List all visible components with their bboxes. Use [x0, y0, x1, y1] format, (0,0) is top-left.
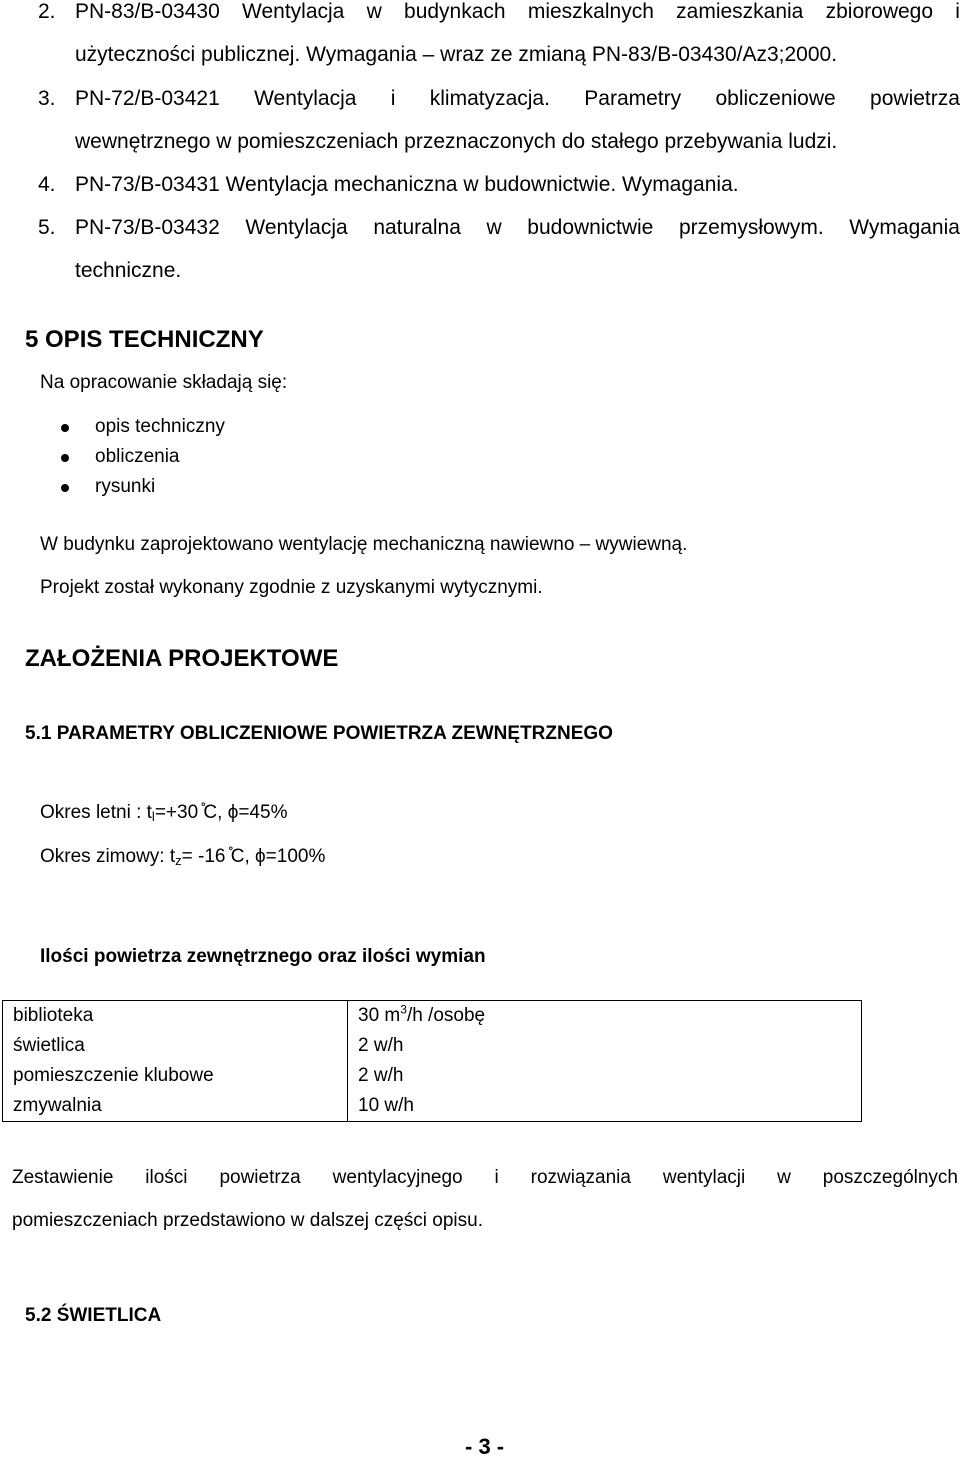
section-5-paragraph: Projekt został wykonany zgodnie z uzyskanymi wytycznymi. — [40, 577, 543, 598]
section-5-1-heading: 5.1 PARAMETRY OBLICZENIOWE POWIETRZA ZEWNĘTRZNEGO — [25, 723, 613, 744]
bullet-dot — [61, 454, 69, 462]
air-rate — [358, 1001, 851, 1031]
summer-subscript: l — [151, 809, 155, 824]
ref-item-4-number: 4. — [38, 173, 56, 196]
air-quantities-heading: Ilości powietrza zewnętrznego oraz ilości wymian — [40, 946, 486, 967]
assumptions-heading: ZAŁOŻENIA PROJEKTOWE — [25, 645, 339, 672]
winter-parameters — [40, 846, 325, 868]
bullet-dot — [61, 484, 69, 492]
word: budownictwie — [527, 216, 654, 239]
word: budynkach — [404, 0, 506, 23]
summer-parameters — [40, 802, 287, 824]
section-5-paragraph: W budynku zaprojektowano wentylację mechaniczną nawiewno – wywiewną. — [40, 534, 688, 555]
word: w — [366, 0, 382, 23]
word: PN-83/B-03430 — [75, 0, 220, 23]
ref-item-5-number: 5. — [38, 216, 56, 239]
table-row — [3, 1001, 862, 1122]
word: PN-72/B-03421 — [75, 87, 220, 110]
word: i — [955, 0, 960, 23]
air-rate: 2 w/h — [358, 1035, 404, 1056]
summer-prefix: Okres letni : t — [40, 802, 152, 823]
winter-suffix: = -16 ̊C, ϕ=100% — [181, 846, 326, 867]
section-5-heading: 5 OPIS TECHNICZNY — [25, 326, 264, 353]
word: i — [390, 87, 396, 110]
air-rates-cell — [348, 1001, 862, 1122]
summary-line2: pomieszczeniach przedstawiono w dalszej części opisu. — [12, 1210, 484, 1231]
word: Zestawienie — [12, 1167, 114, 1188]
summer-suffix: =+30 ̊C, ϕ=45% — [154, 802, 288, 823]
section-5-2-heading: 5.2 ŚWIETLICA — [25, 1305, 162, 1326]
word: Wymagania — [849, 216, 960, 239]
room-name: zmywalnia — [13, 1095, 102, 1116]
winter-prefix: Okres zimowy: t — [40, 846, 176, 867]
word: obliczeniowe — [715, 87, 836, 110]
air-rate: 10 w/h — [358, 1095, 414, 1116]
air-rate: 2 w/h — [358, 1065, 404, 1086]
room-name: biblioteka — [13, 1005, 94, 1026]
word: powietrza — [870, 87, 960, 110]
ref-item-2-line1 — [75, 0, 960, 24]
section-5-intro: Na opracowanie składają się: — [40, 372, 288, 393]
word: i — [494, 1167, 499, 1188]
word: Wentylacja — [245, 216, 348, 239]
bullet-item: obliczenia — [95, 446, 180, 467]
bullet-item: opis techniczny — [95, 416, 225, 437]
word: w — [777, 1167, 791, 1188]
word: Wentylacja — [242, 0, 345, 23]
ref-item-4-line1: PN-73/B-03431 Wentylacja mechaniczna w budownictwie. Wymagania. — [75, 173, 739, 196]
word: rozwiązania — [530, 1167, 631, 1188]
word: Wentylacja — [254, 87, 357, 110]
word: przemysłowym. — [678, 216, 824, 239]
ref-item-3-line2: wewnętrznego w pomieszczeniach przeznaczonych do stałego przebywania ludzi. — [75, 130, 838, 153]
air-rate-value: 30 m — [358, 1005, 401, 1026]
ref-item-2-line2: użyteczności publicznej. Wymagania – wraz ze zmianą PN-83/B-03430/Az3;2000. — [75, 43, 838, 66]
winter-subscript: z — [175, 853, 182, 868]
bullet-item: rysunki — [95, 476, 156, 497]
word: zamieszkania — [676, 0, 804, 23]
word: mieszkalnych — [527, 0, 654, 23]
word: wentylacyjnego — [332, 1167, 463, 1188]
air-rates-table — [2, 1000, 862, 1122]
word: PN-73/B-03432 — [75, 216, 220, 239]
word: Parametry — [584, 87, 682, 110]
word: zbiorowego — [825, 0, 934, 23]
room-name: pomieszczenie klubowe — [13, 1065, 214, 1086]
ref-item-3-number: 3. — [38, 87, 56, 110]
word: ilości — [145, 1167, 188, 1188]
air-rate-unit: /h /osobę — [406, 1005, 486, 1026]
ref-item-5-line1 — [75, 216, 960, 240]
word: wentylacji — [662, 1167, 746, 1188]
room-names-cell — [3, 1001, 348, 1122]
word: naturalna — [373, 216, 461, 239]
summary-line1 — [12, 1167, 958, 1189]
bullet-dot — [61, 424, 69, 432]
word: poszczególnych — [822, 1167, 958, 1188]
word: w — [486, 216, 502, 239]
ref-item-2-number: 2. — [38, 0, 56, 23]
ref-item-3-line1 — [75, 87, 960, 111]
ref-item-5-line2: techniczne. — [75, 259, 182, 282]
room-name: świetlica — [13, 1035, 85, 1056]
word: klimatyzacja. — [429, 87, 550, 110]
page-number: - 3 - — [465, 1434, 505, 1459]
word: powietrza — [219, 1167, 301, 1188]
air-rate-exponent: 3 — [400, 1002, 407, 1017]
